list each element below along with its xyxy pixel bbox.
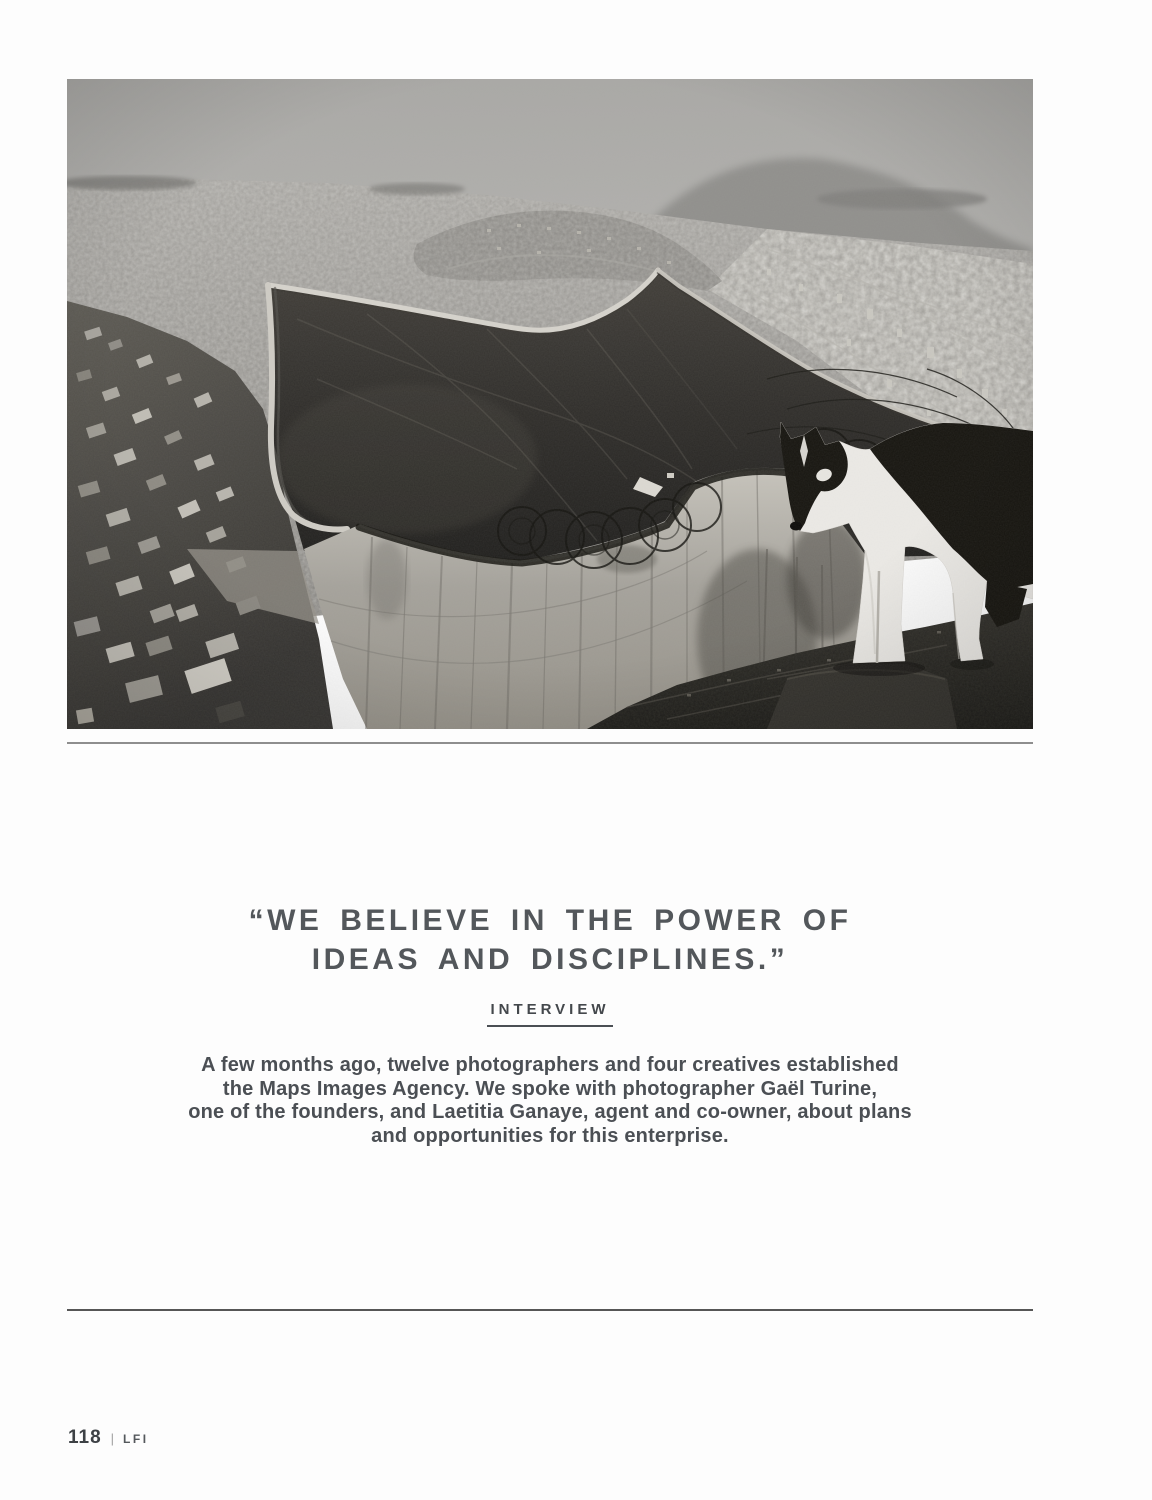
- headline-line-2: IDEAS AND DISCIPLINES.”: [311, 943, 789, 976]
- intro-line-2: the Maps Images Agency. We spoke with photographer Gaël Turine,: [222, 1077, 878, 1100]
- photo-vignette: [67, 79, 1033, 729]
- kicker-interview: INTERVIEW: [487, 1001, 612, 1027]
- headline-line-1: “WE BELIEVE IN THE POWER OF: [248, 904, 852, 937]
- kicker-row: [67, 1001, 1033, 1027]
- page-footer: [68, 1427, 149, 1449]
- article-headline: [67, 901, 1033, 979]
- hero-photo-illustration: [67, 79, 1033, 729]
- magazine-name: LFI: [123, 1432, 149, 1446]
- page-number: 118: [68, 1427, 102, 1448]
- intro-line-3: one of the founders, and Laetitia Ganaye, agent and co-owner, about plans: [188, 1101, 912, 1123]
- intro-paragraph: [67, 1054, 1033, 1148]
- intro-line-4: and opportunities for this enterprise.: [371, 1124, 729, 1147]
- divider-bottom: [67, 1309, 1033, 1311]
- hero-photo: [67, 79, 1033, 729]
- footer-separator: |: [110, 1431, 115, 1446]
- divider-top: [67, 742, 1033, 744]
- intro-line-1: A few months ago, twelve photographers and four creatives established: [201, 1054, 899, 1076]
